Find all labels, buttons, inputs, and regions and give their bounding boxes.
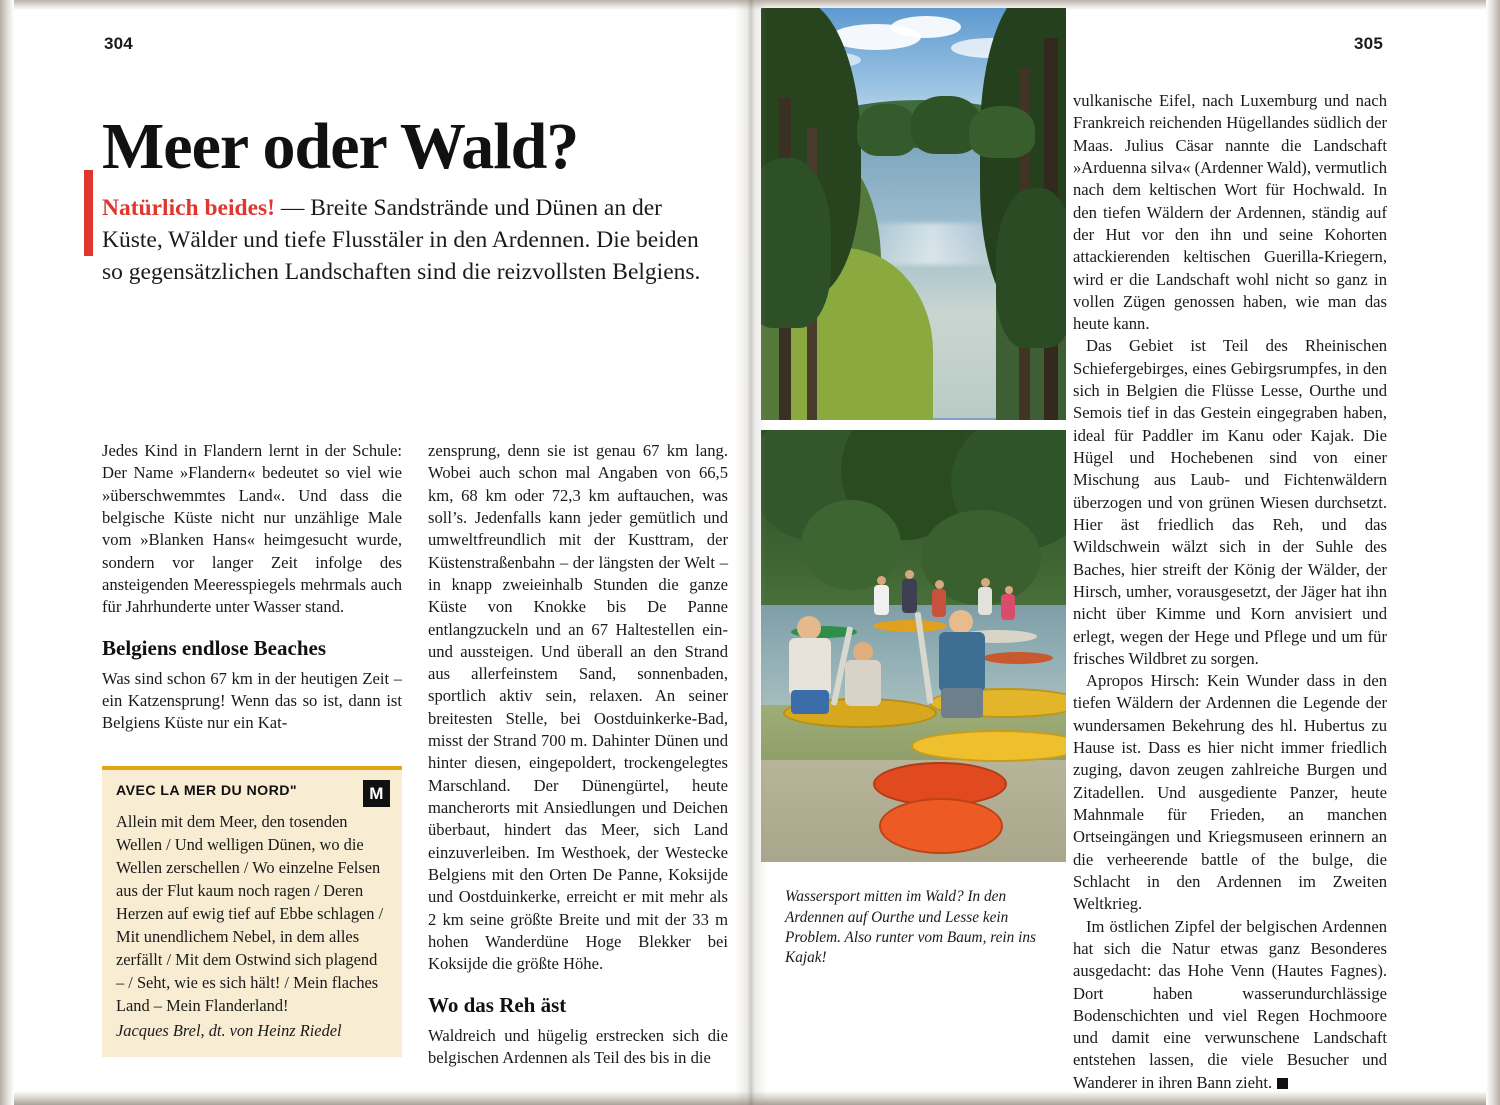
info-box-credit: Jacques Brel, dt. von Heinz Riedel bbox=[116, 1020, 342, 1040]
photo-ardennes-lake bbox=[761, 8, 1066, 420]
page-edge-right bbox=[1486, 0, 1500, 1105]
lead-accent-bar bbox=[84, 170, 93, 256]
page-edge-left bbox=[0, 0, 14, 1105]
photo-caption: Wassersport mitten im Wald? In den Ardennen auf Ourthe und Lesse kein Problem. Also runter vom Baum, rein ins Kajak! bbox=[785, 888, 1036, 967]
page-title: Meer oder Wald? bbox=[102, 110, 579, 184]
photo-kayaks-river bbox=[761, 430, 1066, 862]
end-mark-icon bbox=[1277, 1078, 1288, 1089]
info-box-poem bbox=[102, 766, 402, 1057]
paragraph: Waldreich und hügelig erstrecken sich die belgischen Ardennen als Teil des bis in die bbox=[428, 1025, 728, 1067]
paragraph: Das Gebiet ist Teil des Rheinischen Schiefergebirges, eines Gebirgsrumpfes, in den sich in Belgien die Flüsse Lesse, Ourthe und Semois tief in das Gestein eingegraben haben, ideal für Paddler im Kanu oder Kajak. Die Hügel und Hochebenen sind von einer Mischung aus Laub- und Fichtenwäldern überzogen und von grünen Wiesen durchsetzt. Hier äst friedlich das Reh, und das Wildschwein wälzt sich in der Suhle des Baches, hier streift der König der Wälder, der Hirsch, umher, vorausgesetzt, der Jäger hat ihn nicht über Kimme und Korn anvisiert und erlegt, wegen der Hege und Pflege und um für frisches Wildbret zu sorgen. bbox=[1073, 336, 1387, 668]
info-box-body bbox=[102, 811, 402, 1057]
paragraph: Was sind schon 67 km in der heutigen Zeit – ein Katzensprung! Wenn das so ist, dann ist Belgiens Küste nur ein Kat- bbox=[102, 668, 402, 733]
info-box-title-row bbox=[102, 770, 402, 811]
right-column-one bbox=[1073, 90, 1387, 1094]
paragraph-text: Im östlichen Zipfel der belgischen Ardennen hat sich die Natur etwas ganz Besonderes ausgedacht: das Hohe Venn (Hautes Fagnes). Dort haben wasserundurchlässige Bodenschichten und viel Regen Hochmoore und damit eine verwunschene Landschaft entstehen lassen, die viele Besucher und Wanderer in ihren Bann zieht. bbox=[1073, 916, 1387, 1092]
lead-kicker: Natürlich beides! bbox=[102, 194, 275, 221]
section-subhead-beaches: Belgiens endlose Beaches bbox=[102, 635, 326, 660]
info-box-text: Allein mit dem Meer, den tosenden Wellen / Und welligen Dünen, wo die Wellen zerschellen / Wo einzelne Felsen aus der Flut kaum noch ragen / Deren Herzen auf ewig tief auf Ebbe schlagen / Mit unendlichem Nebel, in dem alles zerfällt / Mit dem Ostwind sich plagend – / Seht, wie es sich hält! / Mein flaches Land – Mein Flanderland! bbox=[116, 812, 384, 1015]
page-number-right: 305 bbox=[1354, 34, 1383, 53]
lead-paragraph bbox=[102, 192, 714, 289]
paragraph: zensprung, denn sie ist genau 67 km lang. Wobei auch schon mal Angaben von 66,5 km, 68 km oder 72,3 km auftauchen, was soll’s. Jedenfalls kann jeder gemütlich und umweltfreundlich mit der Kusttram, der Küstenstraßenbahn – der längsten der Welt – in knapp zweieinhalb Stunden die ganze Küste von Knokke bis De Panne entlangzuckeln und an 67 Haltestellen ein- und aussteigen. Und überall an den Strand aus allerfeinstem Sand, sonnenbaden, sportlich aktiv sein, relaxen. An seiner breitesten Stelle, bei Oostduinkerke-Bad, misst der Strand 700 m. Dahinter Dünen und hinter diesen, eingepoldert, trockengelegtes Marschland. Der Dünengürtel, heute mancherorts mit Ansiedlungen und Deichen überbaut, hindert das Meer, sich Land einzuverleiben. Im Westhoek, der Westecke Belgiens mit den Orten De Panne, Koksijde und Oostduinkerke, erreicht er mit mehr als 2 km seine größte Breite und mit der 33 m hohen Wanderdüne Hoge Blekker bei Koksijde die größte Höhe. bbox=[428, 441, 728, 974]
left-column-two bbox=[428, 440, 728, 1069]
lead-text: Breite Sandstrände und Dünen an der Küste, Wälder und tiefe Flusstäler in den Ardennen. Die beiden so gegensätzlichen Landschaften sind die reizvollsten Belgiens. bbox=[102, 194, 701, 285]
lead-paragraph-block bbox=[102, 168, 714, 312]
section-subhead-reh: Wo das Reh äst bbox=[428, 992, 567, 1017]
lead-dash: — bbox=[280, 194, 305, 221]
left-page bbox=[14, 8, 741, 1093]
left-column-one bbox=[102, 440, 402, 735]
paragraph bbox=[1073, 916, 1387, 1095]
paragraph: Jedes Kind in Flandern lernt in der Schule: Der Name »Flandern« bedeutet so viel wie »überschwemmtes Land«. Und dass die belgische Küste nicht nur unzählige Male vom »Blanken Hans« heimgesucht wurde, sondern vor langer Zeit infolge des ansteigenden Meeresspiegels mehrmals auch für Jahrhunderte unter Wasser stand. bbox=[102, 441, 402, 617]
music-badge-icon: M bbox=[363, 780, 390, 807]
info-box-title: AVEC LA MER DU NORD" bbox=[116, 783, 298, 799]
paragraph: vulkanische Eifel, nach Luxemburg und nach Frankreich reichenden Hügellandes südlich der Maas. Julius Cäsar nannte die Landschaft »Arduenna silva« (Ardenner Wald), vermutlich nach dem keltischen Wort für Hochwald. In den tiefen Wäldern der Ardennen, ständig auf der Hut vor den ihn und seine Kohorten attackierenden keltischen Guerilla-Kriegern, wird er die Landschaft wohl nicht so ganz in vollen Zügen genossen haben, wie man das heute kann. bbox=[1073, 91, 1388, 334]
page-number-left: 304 bbox=[104, 34, 133, 53]
paragraph: Apropos Hirsch: Kein Wunder dass in den tiefen Wäldern der Ardennen die Legende der wundersamen Bekehrung des hl. Hubertus zu Hause ist. Dass es hier nicht immer friedlich zuging, davon zeugen zahlreiche Burgen und Zitadellen. Und ausgediente Panzer, heute Mahnmale für Frieden, an manchen Ortseingängen und Kriegsmuseen erinnern an die verheerende battle of the bulge, die Schlacht in den Ardennen im Zweiten Weltkrieg. bbox=[1073, 671, 1387, 914]
